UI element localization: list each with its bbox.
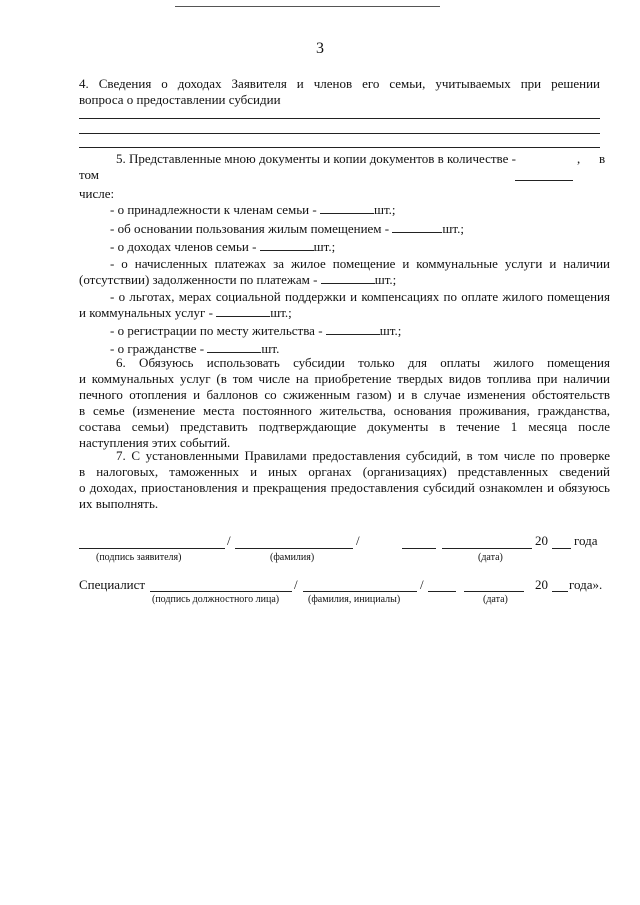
doc-item-income: - о доходах членов семьи - шт.; (110, 239, 336, 254)
specialist-month-field[interactable] (464, 591, 524, 592)
section4-line1: 4. Сведения о доходах Заявителя и членов его семьи, учитываемых при решении (79, 76, 600, 91)
applicant-date-caption: (дата) (478, 552, 503, 563)
section5-tom: том (79, 167, 99, 182)
specialist-slash-1: / (294, 577, 298, 592)
applicant-signature-field[interactable] (79, 548, 225, 549)
section5-intro: 5. Представленные мною документы и копии документов в количестве - (116, 151, 516, 166)
specialist-date-caption: (дата) (483, 594, 508, 605)
income-blank-line-3[interactable] (79, 147, 600, 148)
applicant-year-prefix: 20 (535, 533, 548, 548)
doc-item-payments-line1: - о начисленных платежах за жилое помещение и коммунальные услуги и наличии (110, 256, 610, 271)
section7-line1: 7. С установленными Правилами предоставления субсидий, в том числе по проверке (116, 448, 610, 463)
specialist-year-prefix: 20 (535, 577, 548, 592)
section6-line4: в семье (изменение места постоянного жительства, основания проживания, гражданства, (79, 403, 610, 418)
applicant-surname-caption: (фамилия) (270, 552, 315, 563)
doc-item-housing: - об основании пользования жилым помещением - шт.; (110, 221, 464, 236)
specialist-label: Специалист (79, 577, 146, 592)
applicant-year-field[interactable] (552, 548, 571, 549)
specialist-name-caption: (фамилия, инициалы) (308, 594, 401, 605)
applicant-month-field[interactable] (442, 548, 532, 549)
doc-item-payments-line2: (отсутствии) задолженности по платежам - шт.; (79, 272, 397, 287)
doc-item-benefits-line2: и коммунальных услуг - шт.; (79, 305, 292, 320)
section7-line2: в налоговых, таможенных и иных органах (организациях) представленных сведений (79, 464, 610, 479)
benefits-docs-blank[interactable] (216, 304, 270, 317)
section5-chisle: числе: (79, 186, 115, 201)
specialist-signature-caption: (подпись должностного лица) (152, 594, 280, 605)
specialist-name-field[interactable] (303, 591, 417, 592)
section7-line4: их выполнять. (79, 496, 159, 511)
section6-line6: наступления этих событий. (79, 435, 231, 450)
income-blank-line-1[interactable] (79, 118, 600, 119)
top-rule (175, 6, 440, 7)
section6-line2: и коммунальных услуг (в том числе на приобретение твердых видов топлива при наличии (79, 371, 610, 386)
specialist-year-field[interactable] (552, 591, 568, 592)
family-docs-blank[interactable] (320, 201, 374, 214)
section7-line3: о доходах, приостановления и прекращения предоставления субсидий ознакомлен и обязуюсь (79, 480, 610, 495)
section6-line3: печного отопления и баллонов со сжиженным газом) и в случае изменения обстоятельств (79, 387, 610, 402)
docs-count-blank[interactable] (515, 180, 573, 181)
doc-item-registration: - о регистрации по месту жительства - шт.; (110, 323, 402, 338)
payments-docs-blank[interactable] (321, 271, 375, 284)
applicant-day-field[interactable] (402, 548, 436, 549)
doc-item-citizenship: - о гражданстве - шт. (110, 341, 280, 356)
section6-line1: 6. Обязуюсь использовать субсидии только для оплаты жилого помещения (116, 355, 610, 370)
section6-line5: состава семьи) представить подтверждающие документы в течение 1 месяца после (79, 419, 610, 434)
page-number: 3 (316, 40, 324, 57)
section5-v: в (599, 151, 606, 166)
registration-docs-blank[interactable] (326, 322, 380, 335)
section5-comma: , (577, 151, 581, 166)
citizenship-docs-blank[interactable] (207, 340, 261, 353)
applicant-surname-field[interactable] (235, 548, 353, 549)
applicant-slash-2: / (356, 533, 360, 548)
section4-line2: вопроса о предоставлении субсидии (79, 92, 281, 107)
income-blank-line-2[interactable] (79, 133, 600, 134)
specialist-signature-field[interactable] (150, 591, 292, 592)
income-docs-blank[interactable] (260, 238, 314, 251)
specialist-year-suffix: года». (569, 577, 603, 592)
applicant-slash-1: / (227, 533, 231, 548)
housing-docs-blank[interactable] (392, 220, 442, 233)
doc-item-benefits-line1: - о льготах, мерах социальной поддержки и компенсациях по оплате жилого помещения (110, 289, 610, 304)
applicant-signature-caption: (подпись заявителя) (96, 552, 182, 563)
specialist-slash-2: / (420, 577, 424, 592)
applicant-year-suffix: года (574, 533, 598, 548)
specialist-day-field[interactable] (428, 591, 456, 592)
doc-item-family: - о принадлежности к членам семьи - шт.; (110, 202, 396, 217)
